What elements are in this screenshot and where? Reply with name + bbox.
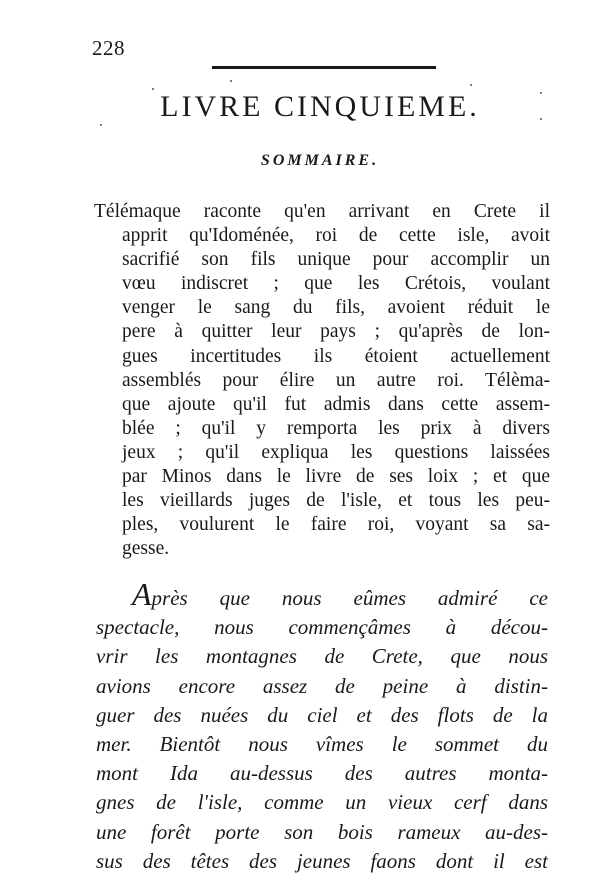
body-line: sus des têtes des jeunes faons dont il est (96, 848, 548, 873)
print-speck (230, 80, 232, 82)
summary-line: Télémaque raconte qu'en arrivant en Crete il (94, 201, 550, 222)
body-line-text: près que nous eûmes admiré ce (151, 586, 548, 610)
print-speck (100, 124, 102, 126)
body-paragraph (96, 576, 548, 876)
summary-line: jeux ; qu'il expliqua les questions laissées (122, 441, 550, 463)
summary-line: ples, voulurent le faire roi, voyant sa sa- (122, 514, 550, 536)
header-rule (212, 66, 436, 69)
summary-line: blée ; qu'il y remporta les prix à divers (122, 417, 550, 439)
print-speck (470, 84, 472, 86)
chapter-title: LIVRE CINQUIEME. (160, 90, 480, 123)
body-line: guer des nuées du ciel et des flots de la (96, 702, 548, 727)
body-line: mont Ida au-dessus des autres monta- (96, 761, 548, 786)
page-number: 228 (92, 36, 125, 60)
body-line: vrir les montagnes de Crete, que nous (96, 644, 548, 669)
summary-heading: SOMMAIRE. (260, 152, 380, 169)
summary-line: gues incertitudes ils étoient actuellement (122, 345, 550, 367)
body-line (96, 576, 548, 613)
summary-line: apprit qu'Idoménée, roi de cette isle, avoit (122, 225, 550, 247)
summary-line: que ajoute qu'il fut admis dans cette assem- (122, 393, 550, 415)
summary-line: par Minos dans le livre de ses loix ; et que (122, 466, 550, 488)
body-line: une forêt porte son bois rameux au-des- (96, 819, 548, 844)
body-line: mer. Bientôt nous vîmes le sommet du (96, 732, 548, 757)
summary-line: les vieillards juges de l'isle, et tous les peu- (122, 490, 550, 512)
body-line: avions encore assez de peine à distin- (96, 673, 548, 698)
summary-line: vœu indiscret ; que les Crétois, voulant (122, 273, 550, 295)
body-line: gnes de l'isle, comme un vieux cerf dans (96, 790, 548, 815)
body-line: spectacle, nous commençâmes à décou- (96, 615, 548, 640)
summary-line: assemblés pour élire un autre roi. Télèma- (122, 369, 550, 391)
summary-line: sacrifié son fils unique pour accomplir un (122, 249, 550, 271)
summary-line: gesse. (122, 538, 170, 560)
summary-line: pere à quitter leur pays ; qu'après de lon- (122, 321, 550, 343)
summary-line: venger le sang du fils, avoient réduit le (122, 297, 550, 319)
drop-cap: A (132, 576, 152, 612)
summary-paragraph (94, 200, 550, 561)
